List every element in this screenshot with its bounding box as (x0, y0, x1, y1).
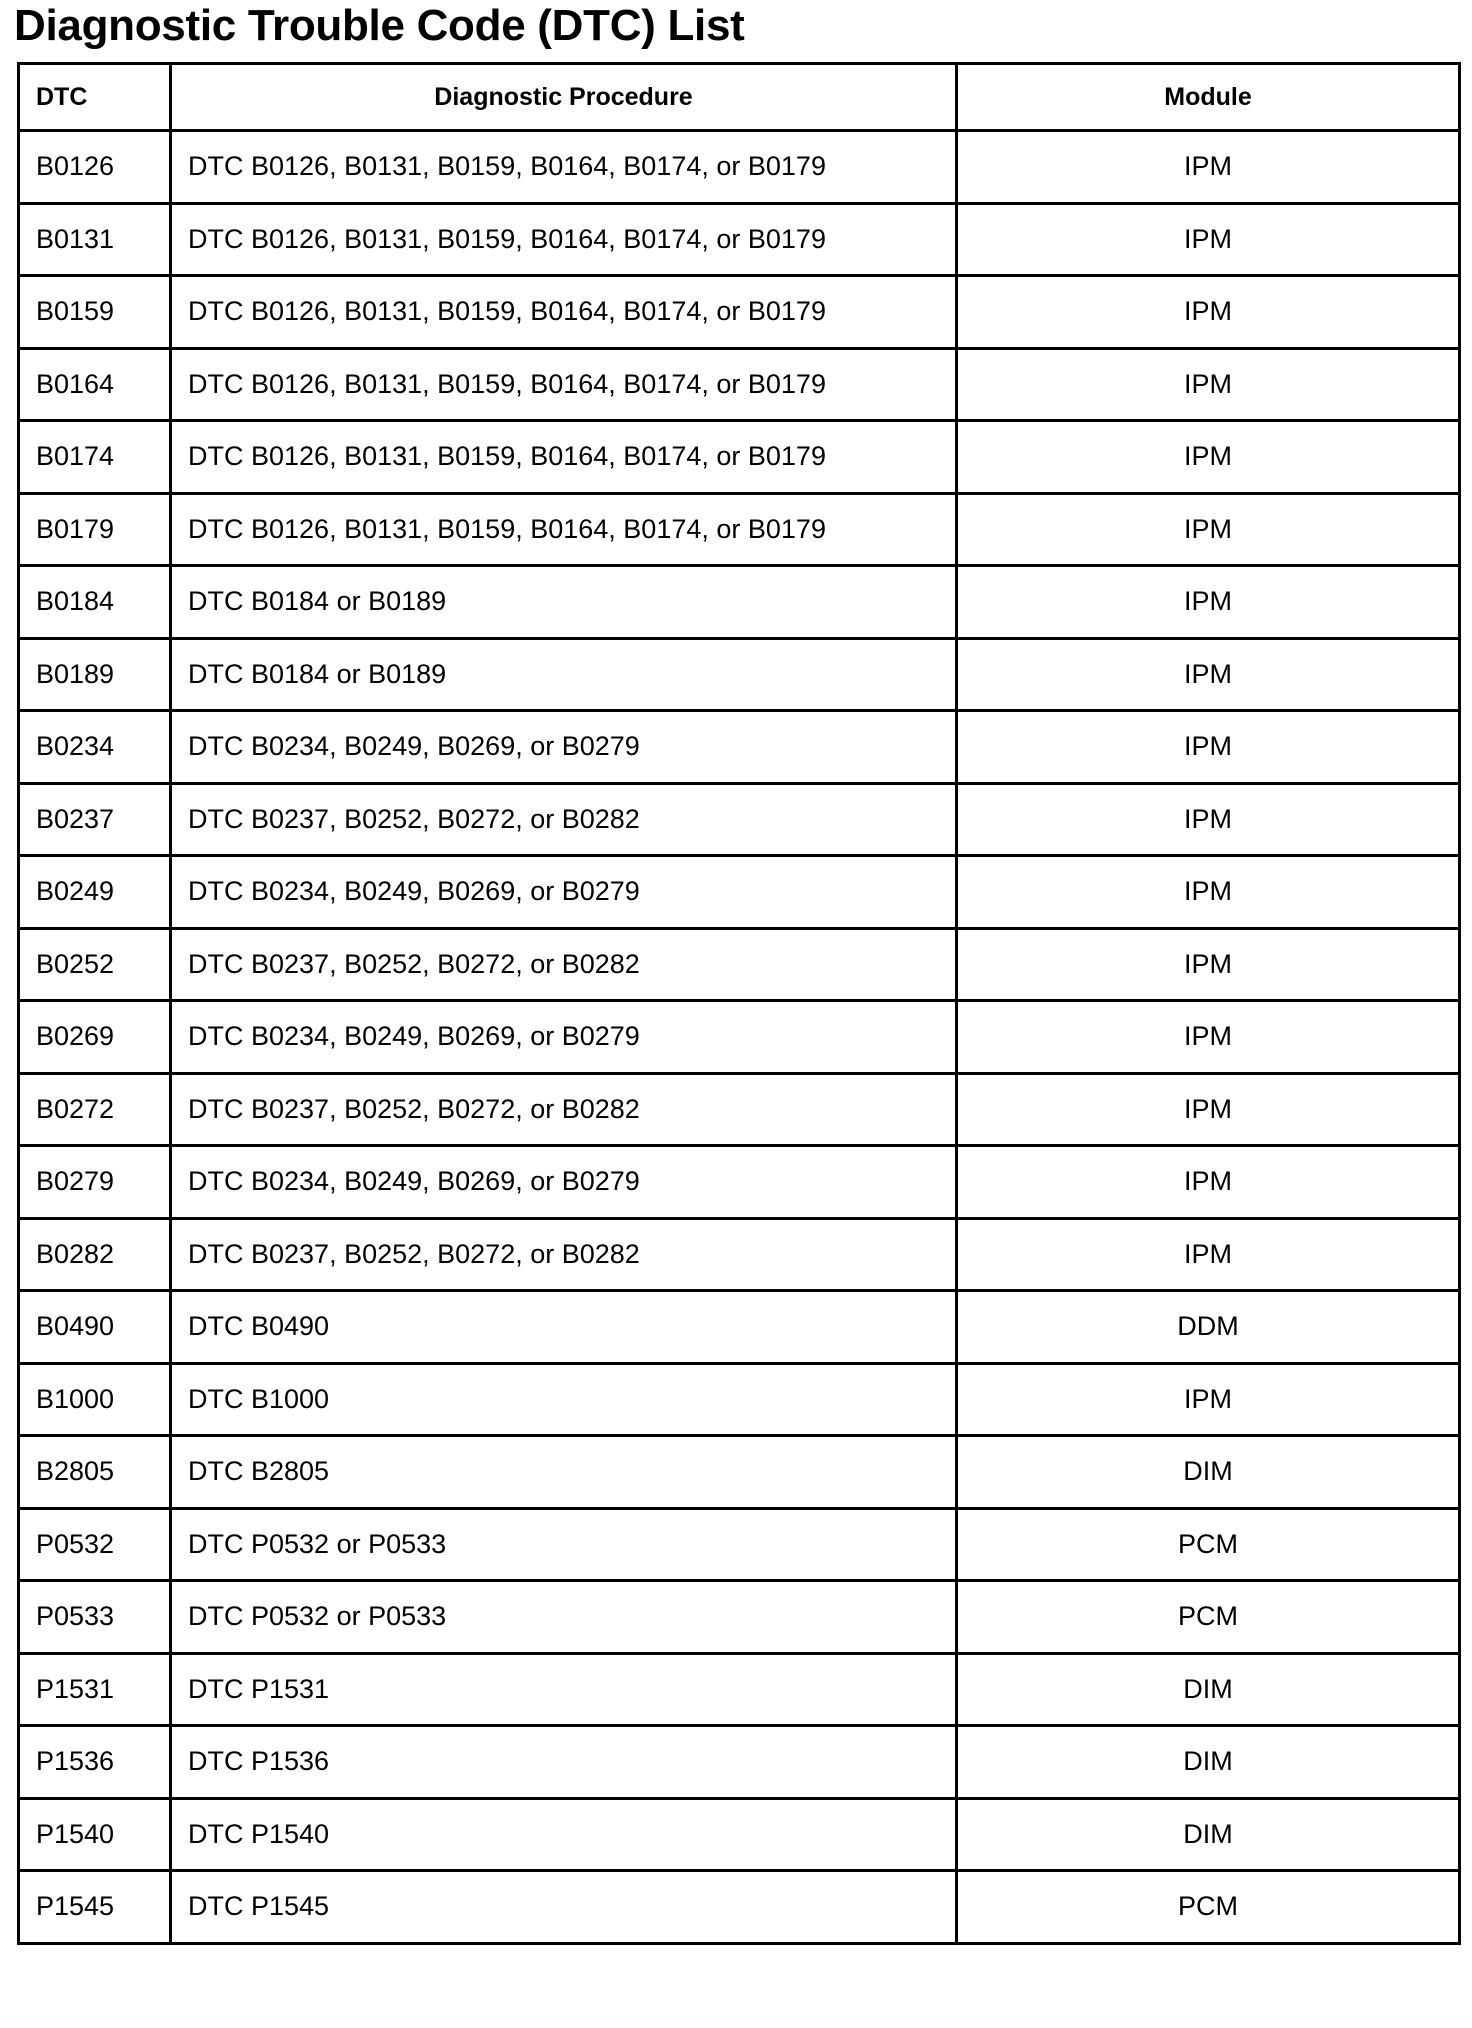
cell-module: IPM (957, 783, 1460, 856)
table-row (19, 1218, 1460, 1291)
cell-dtc: P1545 (19, 1871, 171, 1944)
table-header-row (19, 64, 1460, 131)
cell-dtc: B2805 (19, 1436, 171, 1509)
cell-diagnostic-procedure: DTC B1000 (171, 1363, 957, 1436)
cell-dtc: B0234 (19, 711, 171, 784)
cell-module: IPM (957, 493, 1460, 566)
table-row (19, 1001, 1460, 1074)
cell-diagnostic-procedure: DTC B0126, B0131, B0159, B0164, B0174, or B0179 (171, 348, 957, 421)
cell-module: IPM (957, 203, 1460, 276)
cell-dtc: B0279 (19, 1146, 171, 1219)
cell-module: IPM (957, 711, 1460, 784)
table-row (19, 1146, 1460, 1219)
table-row (19, 131, 1460, 204)
cell-dtc: B0282 (19, 1218, 171, 1291)
cell-module: IPM (957, 856, 1460, 929)
cell-dtc: B0184 (19, 566, 171, 639)
cell-diagnostic-procedure: DTC B0237, B0252, B0272, or B0282 (171, 928, 957, 1001)
cell-module: IPM (957, 1146, 1460, 1219)
cell-dtc: B0237 (19, 783, 171, 856)
table-row (19, 711, 1460, 784)
cell-diagnostic-procedure: DTC P0532 or P0533 (171, 1508, 957, 1581)
cell-diagnostic-procedure: DTC B0126, B0131, B0159, B0164, B0174, or B0179 (171, 493, 957, 566)
cell-dtc: B0189 (19, 638, 171, 711)
table-row (19, 1726, 1460, 1799)
cell-diagnostic-procedure: DTC B0490 (171, 1291, 957, 1364)
cell-module: IPM (957, 638, 1460, 711)
cell-module: DIM (957, 1653, 1460, 1726)
table-row (19, 1581, 1460, 1654)
cell-module: DIM (957, 1436, 1460, 1509)
cell-diagnostic-procedure: DTC P1531 (171, 1653, 957, 1726)
cell-diagnostic-procedure: DTC B0234, B0249, B0269, or B0279 (171, 1001, 957, 1074)
cell-dtc: B0269 (19, 1001, 171, 1074)
table-row (19, 1291, 1460, 1364)
cell-diagnostic-procedure: DTC P1536 (171, 1726, 957, 1799)
table-row (19, 783, 1460, 856)
cell-module: IPM (957, 421, 1460, 494)
cell-diagnostic-procedure: DTC B0184 or B0189 (171, 638, 957, 711)
cell-diagnostic-procedure: DTC P1540 (171, 1798, 957, 1871)
cell-diagnostic-procedure: DTC B0184 or B0189 (171, 566, 957, 639)
table-row (19, 203, 1460, 276)
cell-dtc: B0164 (19, 348, 171, 421)
cell-diagnostic-procedure: DTC B2805 (171, 1436, 957, 1509)
cell-diagnostic-procedure: DTC B0126, B0131, B0159, B0164, B0174, or B0179 (171, 276, 957, 349)
page-title: Diagnostic Trouble Code (DTC) List (14, 1, 745, 50)
table-row (19, 493, 1460, 566)
cell-diagnostic-procedure: DTC B0234, B0249, B0269, or B0279 (171, 1146, 957, 1219)
cell-dtc: B0126 (19, 131, 171, 204)
cell-diagnostic-procedure: DTC B0234, B0249, B0269, or B0279 (171, 856, 957, 929)
cell-module: PCM (957, 1871, 1460, 1944)
cell-module: IPM (957, 928, 1460, 1001)
cell-module: DIM (957, 1798, 1460, 1871)
column-header-module: Module (957, 64, 1460, 131)
cell-diagnostic-procedure: DTC B0126, B0131, B0159, B0164, B0174, or B0179 (171, 131, 957, 204)
cell-module: IPM (957, 1218, 1460, 1291)
cell-dtc: B0252 (19, 928, 171, 1001)
table-row (19, 928, 1460, 1001)
cell-module: IPM (957, 1001, 1460, 1074)
cell-dtc: P1531 (19, 1653, 171, 1726)
cell-dtc: P0533 (19, 1581, 171, 1654)
cell-dtc: B1000 (19, 1363, 171, 1436)
cell-diagnostic-procedure: DTC B0237, B0252, B0272, or B0282 (171, 1073, 957, 1146)
cell-module: PCM (957, 1581, 1460, 1654)
table-body (19, 131, 1460, 1944)
cell-dtc: B0490 (19, 1291, 171, 1364)
cell-module: IPM (957, 131, 1460, 204)
cell-module: IPM (957, 566, 1460, 639)
cell-dtc: B0131 (19, 203, 171, 276)
cell-dtc: B0174 (19, 421, 171, 494)
table-row (19, 1508, 1460, 1581)
table-row (19, 421, 1460, 494)
cell-dtc: P0532 (19, 1508, 171, 1581)
table-row (19, 638, 1460, 711)
column-header-dtc: DTC (19, 64, 171, 131)
cell-dtc: B0179 (19, 493, 171, 566)
cell-diagnostic-procedure: DTC B0126, B0131, B0159, B0164, B0174, or B0179 (171, 421, 957, 494)
cell-diagnostic-procedure: DTC B0234, B0249, B0269, or B0279 (171, 711, 957, 784)
column-header-diagnostic-procedure: Diagnostic Procedure (171, 64, 957, 131)
cell-diagnostic-procedure: DTC B0237, B0252, B0272, or B0282 (171, 1218, 957, 1291)
cell-module: IPM (957, 276, 1460, 349)
cell-module: DDM (957, 1291, 1460, 1364)
cell-dtc: B0272 (19, 1073, 171, 1146)
table-row (19, 1871, 1460, 1944)
cell-diagnostic-procedure: DTC B0126, B0131, B0159, B0164, B0174, or B0179 (171, 203, 957, 276)
cell-dtc: B0249 (19, 856, 171, 929)
cell-dtc: P1540 (19, 1798, 171, 1871)
cell-diagnostic-procedure: DTC P0532 or P0533 (171, 1581, 957, 1654)
table-row (19, 1653, 1460, 1726)
cell-module: IPM (957, 1073, 1460, 1146)
table-row (19, 276, 1460, 349)
table-row (19, 1436, 1460, 1509)
cell-module: IPM (957, 1363, 1460, 1436)
table-row (19, 566, 1460, 639)
cell-diagnostic-procedure: DTC P1545 (171, 1871, 957, 1944)
table-row (19, 348, 1460, 421)
cell-dtc: P1536 (19, 1726, 171, 1799)
cell-dtc: B0159 (19, 276, 171, 349)
cell-module: DIM (957, 1726, 1460, 1799)
cell-module: IPM (957, 348, 1460, 421)
cell-module: PCM (957, 1508, 1460, 1581)
cell-diagnostic-procedure: DTC B0237, B0252, B0272, or B0282 (171, 783, 957, 856)
table-row (19, 1363, 1460, 1436)
table-row (19, 856, 1460, 929)
dtc-table (17, 62, 1461, 1945)
table-row (19, 1073, 1460, 1146)
table-row (19, 1798, 1460, 1871)
